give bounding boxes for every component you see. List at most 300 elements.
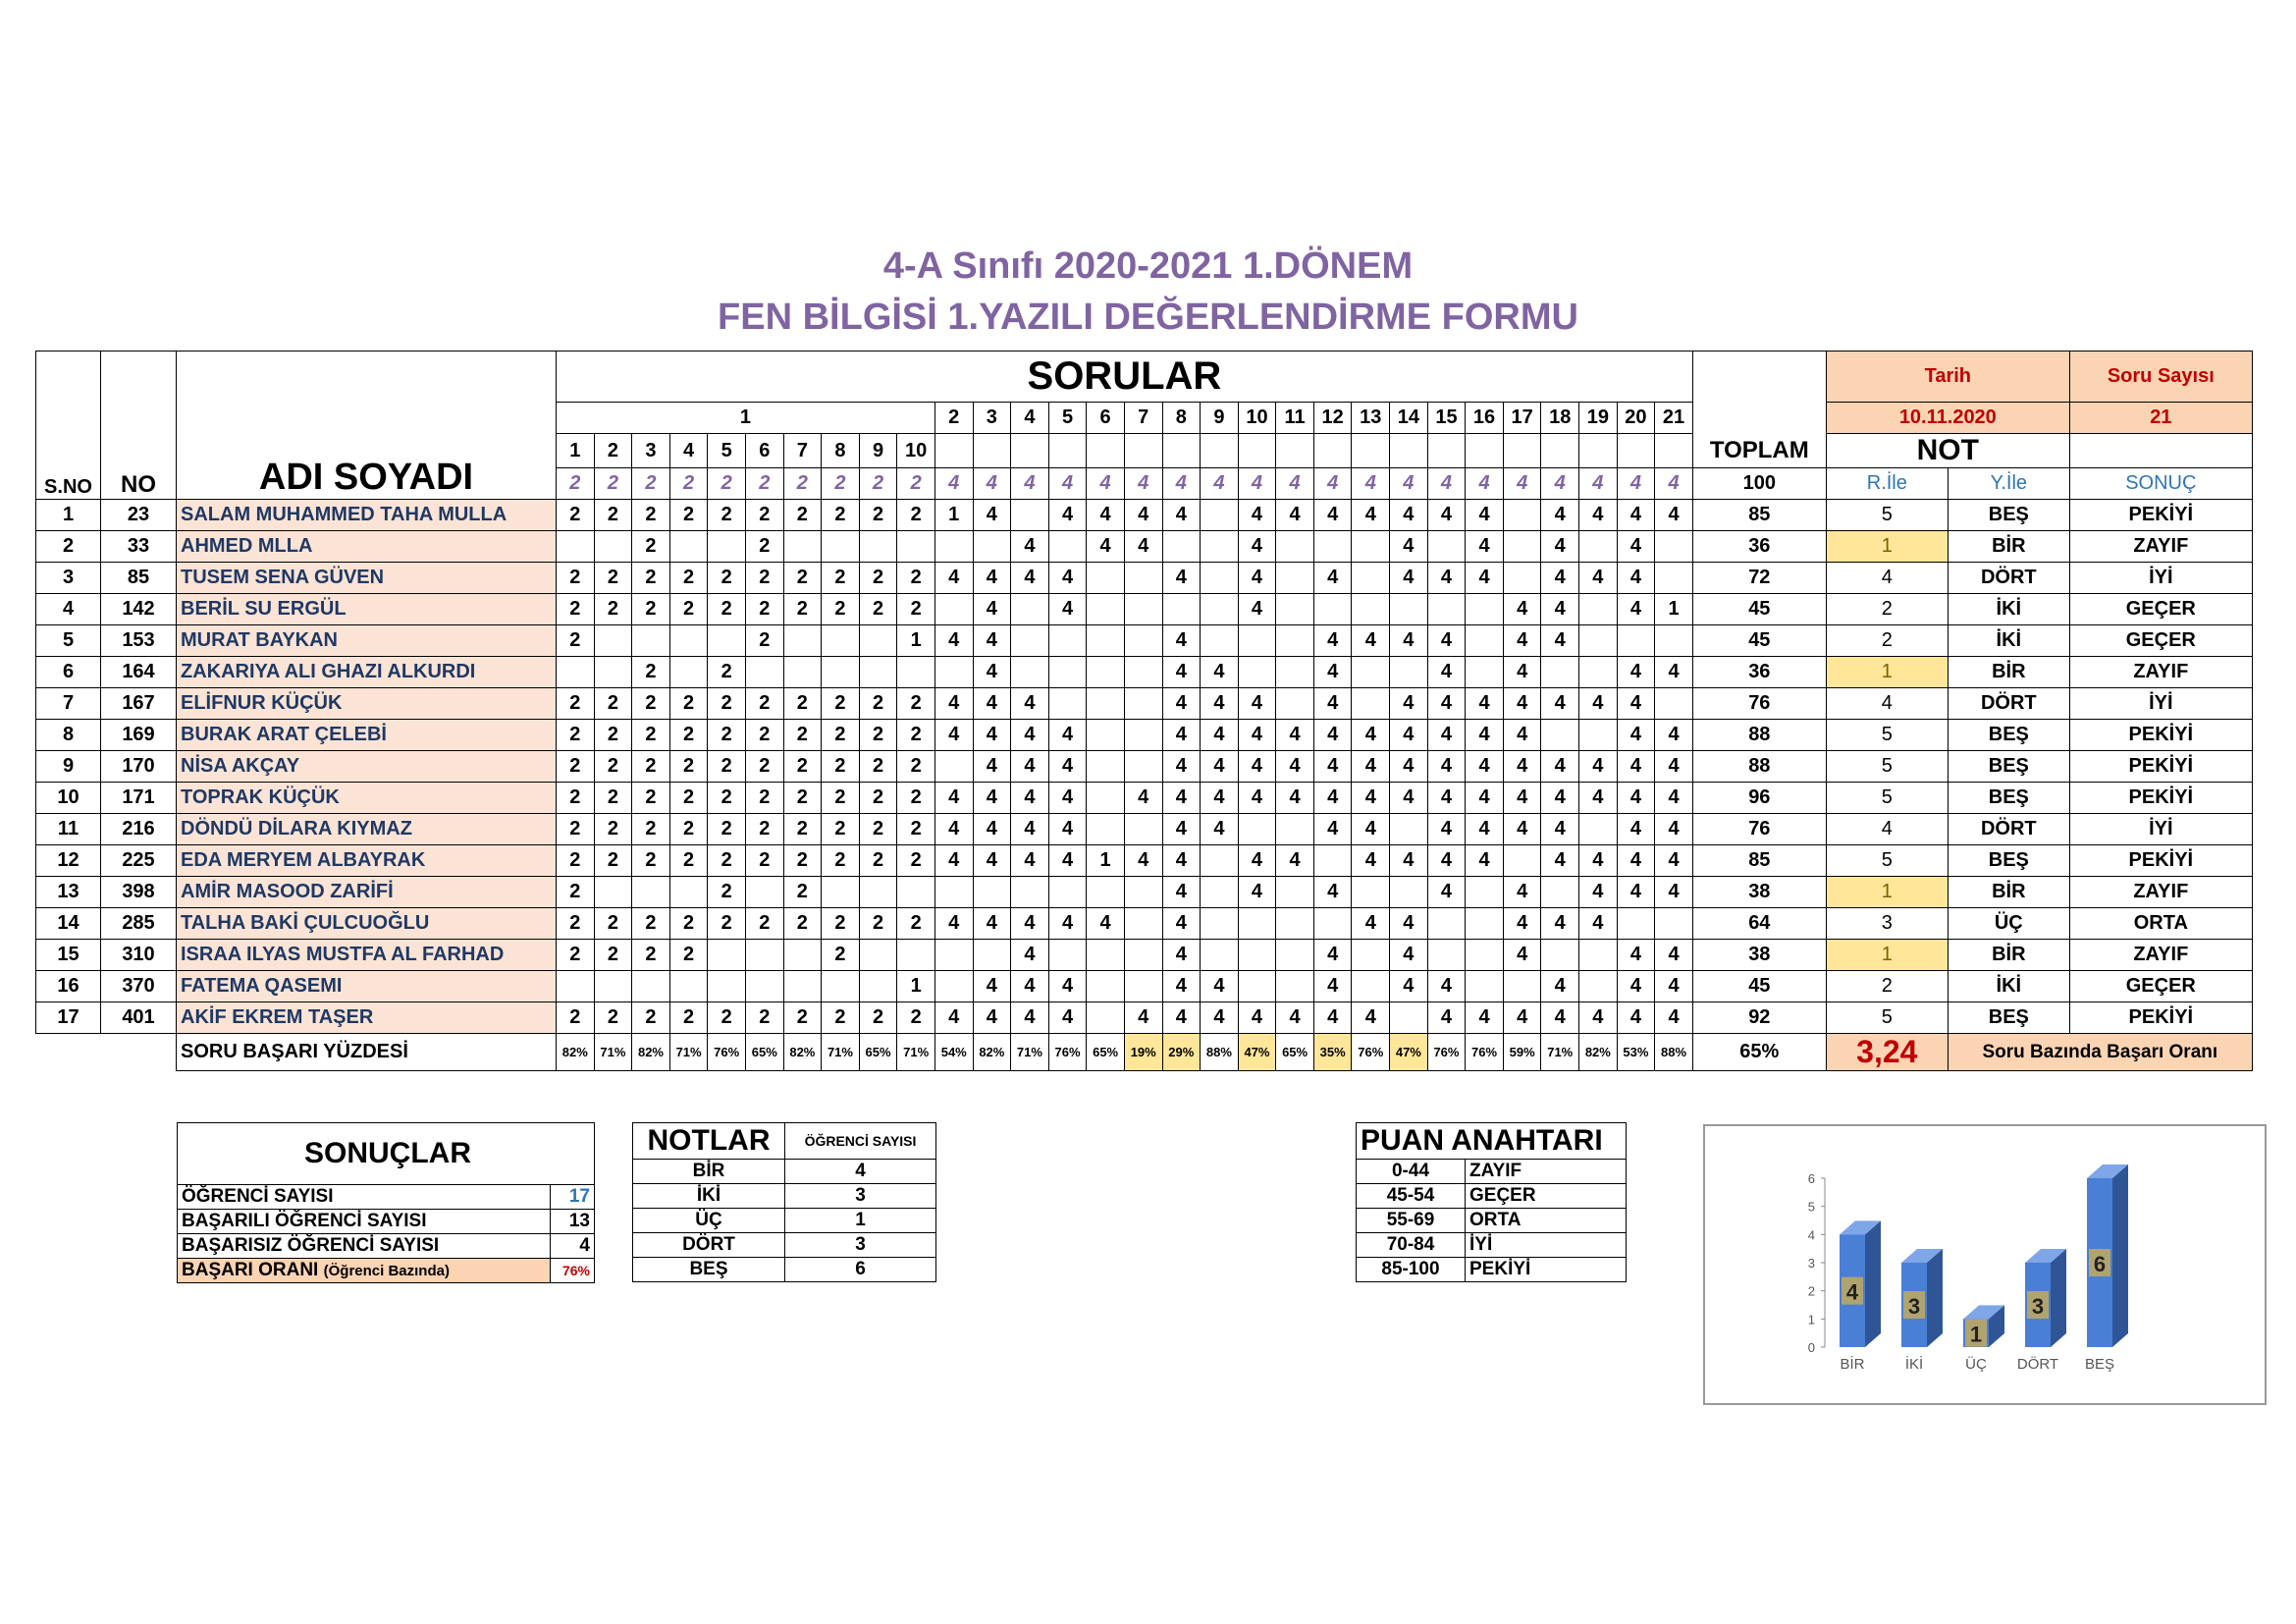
student-no: 169: [101, 720, 177, 751]
score-cell: 4: [1162, 845, 1201, 877]
score-cell: 4: [1238, 688, 1276, 720]
score-cell: [1011, 657, 1049, 688]
student-total: 88: [1692, 751, 1826, 783]
student-y-ile: DÖRT: [1948, 814, 2069, 845]
score-cell: 4: [1541, 971, 1579, 1002]
question-header: 8: [1162, 403, 1201, 434]
score-cell: 4: [1579, 1002, 1618, 1034]
student-r-ile: 1: [1826, 877, 1948, 908]
score-cell: 4: [1238, 1002, 1276, 1034]
score-cell: [1162, 594, 1201, 625]
student-no: 285: [101, 908, 177, 940]
score-cell: 4: [1313, 720, 1352, 751]
score-cell: 2: [708, 845, 746, 877]
notlar-grade: ÜÇ: [633, 1209, 785, 1233]
basarisiz-label: BAŞARISIZ ÖĞRENCİ SAYISI: [178, 1234, 551, 1259]
question-points: 2: [859, 468, 897, 500]
student-r-ile: 2: [1826, 625, 1948, 657]
student-r-ile: 5: [1826, 500, 1948, 531]
puan-label: GEÇER: [1466, 1184, 1627, 1209]
form-title-line1: 4-A Sınıfı 2020-2021 1.DÖNEM: [882, 245, 1414, 287]
puan-row: [1357, 1258, 1627, 1282]
score-cell: [1655, 531, 1693, 563]
score-cell: 2: [594, 563, 632, 594]
student-sno: 8: [36, 720, 101, 751]
soru-sayisi-label: Soru Sayısı: [2069, 352, 2252, 403]
score-cell: [934, 657, 973, 688]
puan-range: 70-84: [1357, 1233, 1466, 1258]
score-cell: [822, 971, 860, 1002]
question-header: 9: [1201, 403, 1239, 434]
question-points: 2: [745, 468, 783, 500]
student-total: 92: [1692, 1002, 1826, 1034]
student-total: 36: [1692, 657, 1826, 688]
score-cell: 4: [1617, 500, 1655, 531]
not-header: NOT: [1826, 434, 2069, 468]
student-name: NİSA AKÇAY: [177, 751, 557, 783]
score-cell: 4: [1162, 625, 1201, 657]
score-cell: [557, 657, 595, 688]
score-cell: 4: [1201, 751, 1239, 783]
student-y-ile: BEŞ: [1948, 783, 2069, 814]
score-cell: 4: [1313, 783, 1352, 814]
score-cell: [1124, 563, 1162, 594]
notlar-grade: BİR: [633, 1160, 785, 1184]
student-total: 38: [1692, 877, 1826, 908]
score-cell: 2: [594, 688, 632, 720]
score-cell: [1276, 971, 1314, 1002]
student-total: 45: [1692, 594, 1826, 625]
score-cell: 2: [669, 688, 708, 720]
score-cell: 2: [632, 814, 670, 845]
student-name: EDA MERYEM ALBAYRAK: [177, 845, 557, 877]
score-cell: 4: [1427, 720, 1466, 751]
score-cell: 4: [1238, 845, 1276, 877]
score-cell: 4: [973, 500, 1011, 531]
notlar-row: [633, 1233, 936, 1258]
score-cell: 2: [632, 500, 670, 531]
blank-cell: [1087, 434, 1125, 468]
student-total: 36: [1692, 531, 1826, 563]
blank-cell: [1579, 434, 1618, 468]
student-row: [36, 908, 2253, 940]
question-percent: 76%: [708, 1034, 746, 1071]
form-title-line2: FEN BİLGİSİ 1.YAZILI DEĞERLENDİRME FORMU: [718, 297, 1578, 338]
score-cell: 4: [1503, 657, 1541, 688]
score-cell: 2: [897, 688, 935, 720]
student-sonuc: PEKİYİ: [2069, 751, 2252, 783]
student-sno: 12: [36, 845, 101, 877]
question-percent: 88%: [1201, 1034, 1239, 1071]
score-cell: 4: [1617, 783, 1655, 814]
score-cell: [632, 625, 670, 657]
score-cell: [1466, 908, 1504, 940]
question-percent: 47%: [1390, 1034, 1428, 1071]
score-cell: 2: [632, 594, 670, 625]
score-cell: 2: [594, 845, 632, 877]
score-cell: 4: [973, 688, 1011, 720]
score-cell: 2: [822, 594, 860, 625]
score-cell: 4: [1238, 531, 1276, 563]
score-cell: 4: [1162, 751, 1201, 783]
toplam-points: 100: [1692, 468, 1826, 500]
score-cell: 4: [1466, 500, 1504, 531]
score-cell: [1124, 751, 1162, 783]
student-total: 88: [1692, 720, 1826, 751]
score-cell: [783, 531, 822, 563]
score-cell: 4: [1162, 814, 1201, 845]
score-cell: [1390, 814, 1428, 845]
basari-orani-label: [178, 1259, 551, 1283]
score-cell: 4: [1048, 845, 1087, 877]
blank-cell: [1162, 434, 1201, 468]
student-no: 153: [101, 625, 177, 657]
score-cell: [1087, 751, 1125, 783]
score-cell: [1124, 940, 1162, 971]
y-tick-label: 2: [1807, 1283, 1815, 1299]
question-points: 2: [783, 468, 822, 500]
score-cell: 2: [632, 657, 670, 688]
question-percent: 82%: [557, 1034, 595, 1071]
score-cell: 4: [1124, 531, 1162, 563]
basari-orani-sub: (Öğrenci Bazında): [323, 1263, 450, 1279]
score-cell: 2: [594, 783, 632, 814]
score-cell: [1466, 971, 1504, 1002]
student-r-ile: 4: [1826, 814, 1948, 845]
score-cell: [1276, 594, 1314, 625]
notlar-grade: BEŞ: [633, 1258, 785, 1282]
student-no: 167: [101, 688, 177, 720]
score-cell: 4: [1427, 1002, 1466, 1034]
score-cell: 4: [1011, 1002, 1049, 1034]
score-cell: 4: [1352, 751, 1390, 783]
score-cell: 2: [745, 845, 783, 877]
question-percent: 19%: [1124, 1034, 1162, 1071]
score-cell: [1087, 877, 1125, 908]
y-tick-label: 0: [1807, 1340, 1815, 1355]
score-cell: 1: [897, 625, 935, 657]
question-points: 4: [1124, 468, 1162, 500]
score-cell: 4: [1390, 971, 1428, 1002]
score-cell: 4: [1162, 971, 1201, 1002]
score-cell: [859, 625, 897, 657]
student-row: [36, 720, 2253, 751]
notlar-count: 6: [785, 1258, 936, 1282]
score-cell: [1124, 688, 1162, 720]
student-sno: 16: [36, 971, 101, 1002]
score-cell: 2: [557, 751, 595, 783]
score-cell: [1503, 845, 1541, 877]
student-row: [36, 877, 2253, 908]
score-cell: 4: [1313, 563, 1352, 594]
score-cell: 4: [1427, 877, 1466, 908]
score-cell: [897, 940, 935, 971]
score-cell: [594, 971, 632, 1002]
student-sno: 11: [36, 814, 101, 845]
score-cell: [1011, 877, 1049, 908]
student-sonuc: PEKİYİ: [2069, 500, 2252, 531]
score-cell: 4: [1011, 971, 1049, 1002]
question-header: 4: [1011, 403, 1049, 434]
score-cell: 4: [1427, 845, 1466, 877]
score-cell: 4: [1579, 877, 1618, 908]
score-cell: [1579, 940, 1618, 971]
student-r-ile: 5: [1826, 751, 1948, 783]
score-cell: 4: [1617, 657, 1655, 688]
score-cell: 4: [1162, 940, 1201, 971]
x-tick-label: BEŞ: [2084, 1356, 2115, 1373]
score-cell: 4: [1011, 531, 1049, 563]
puan-label: ZAYIF: [1466, 1160, 1627, 1184]
score-cell: 4: [1427, 751, 1466, 783]
score-cell: 4: [1162, 877, 1201, 908]
blank-cell: [2069, 434, 2252, 468]
student-name: FATEMA QASEMI: [177, 971, 557, 1002]
score-cell: [669, 971, 708, 1002]
toplam-header: TOPLAM: [1692, 434, 1826, 468]
student-no: 33: [101, 531, 177, 563]
student-sonuc: ZAYIF: [2069, 940, 2252, 971]
score-cell: [1201, 877, 1239, 908]
score-cell: 2: [669, 940, 708, 971]
score-cell: 4: [1427, 971, 1466, 1002]
student-name: TALHA BAKİ ÇULCUOĞLU: [177, 908, 557, 940]
score-cell: [669, 657, 708, 688]
score-cell: 4: [1541, 688, 1579, 720]
question-points: 4: [1313, 468, 1352, 500]
question-percent: 88%: [1655, 1034, 1693, 1071]
score-cell: 4: [1313, 657, 1352, 688]
score-cell: 4: [1201, 688, 1239, 720]
score-cell: [1313, 845, 1352, 877]
score-cell: [822, 531, 860, 563]
question-points: 4: [1201, 468, 1239, 500]
score-cell: 2: [594, 1002, 632, 1034]
score-cell: 4: [1313, 500, 1352, 531]
student-row: [36, 1002, 2253, 1034]
score-cell: [1466, 625, 1504, 657]
student-sonuc: PEKİYİ: [2069, 845, 2252, 877]
score-cell: 4: [934, 563, 973, 594]
bar-value-label: 6: [2093, 1252, 2107, 1276]
score-cell: [1276, 940, 1314, 971]
score-cell: [708, 971, 746, 1002]
score-cell: [1313, 531, 1352, 563]
blank-cell: [36, 1034, 177, 1071]
puan-range: 85-100: [1357, 1258, 1466, 1282]
score-cell: [934, 971, 973, 1002]
student-row: [36, 751, 2253, 783]
student-no: 170: [101, 751, 177, 783]
score-cell: [1352, 971, 1390, 1002]
score-cell: [1011, 625, 1049, 657]
score-cell: [822, 625, 860, 657]
puan-range: 0-44: [1357, 1160, 1466, 1184]
score-cell: [1390, 594, 1428, 625]
score-cell: [1276, 908, 1314, 940]
blank-cell: [934, 434, 973, 468]
question-points: 2: [669, 468, 708, 500]
score-cell: [1541, 657, 1579, 688]
student-y-ile: İKİ: [1948, 971, 2069, 1002]
student-name: ELİFNUR KÜÇÜK: [177, 688, 557, 720]
score-cell: 4: [1390, 563, 1428, 594]
student-no: 310: [101, 940, 177, 971]
score-cell: 2: [897, 814, 935, 845]
puan-row: [1357, 1184, 1627, 1209]
score-cell: 4: [934, 814, 973, 845]
student-total: 45: [1692, 971, 1826, 1002]
score-cell: 4: [1048, 783, 1087, 814]
score-cell: 4: [973, 783, 1011, 814]
score-cell: 4: [1313, 1002, 1352, 1034]
student-r-ile: 5: [1826, 845, 1948, 877]
score-cell: 4: [1617, 594, 1655, 625]
score-cell: 4: [1124, 783, 1162, 814]
puan-range: 55-69: [1357, 1209, 1466, 1233]
score-cell: [1617, 908, 1655, 940]
score-cell: 2: [708, 594, 746, 625]
score-cell: [594, 657, 632, 688]
question-points: 4: [1087, 468, 1125, 500]
y-tick-label: 4: [1807, 1227, 1815, 1243]
student-total: 72: [1692, 563, 1826, 594]
student-sonuc: GEÇER: [2069, 971, 2252, 1002]
question-header: 3: [973, 403, 1011, 434]
score-cell: [783, 625, 822, 657]
score-cell: 4: [1162, 657, 1201, 688]
question-group-1: 1: [557, 403, 935, 434]
score-cell: 4: [1162, 1002, 1201, 1034]
score-cell: 4: [1503, 908, 1541, 940]
score-cell: [897, 531, 935, 563]
score-cell: 2: [745, 720, 783, 751]
score-cell: [1579, 814, 1618, 845]
score-cell: 4: [1238, 720, 1276, 751]
student-sno: 5: [36, 625, 101, 657]
question-points: 4: [1541, 468, 1579, 500]
score-cell: 4: [1541, 783, 1579, 814]
score-cell: [1276, 563, 1314, 594]
student-sno: 14: [36, 908, 101, 940]
score-cell: 2: [745, 500, 783, 531]
score-cell: 4: [934, 783, 973, 814]
score-cell: [1617, 625, 1655, 657]
score-cell: 2: [557, 845, 595, 877]
score-cell: [1579, 625, 1618, 657]
score-cell: 2: [632, 688, 670, 720]
student-r-ile: 5: [1826, 720, 1948, 751]
score-cell: 2: [783, 688, 822, 720]
score-cell: 2: [822, 908, 860, 940]
student-sonuc: İYİ: [2069, 814, 2252, 845]
score-cell: [1124, 594, 1162, 625]
score-cell: 4: [1390, 908, 1428, 940]
blank-cell: [973, 434, 1011, 468]
question-header: 2: [934, 403, 973, 434]
score-cell: [669, 877, 708, 908]
score-cell: [973, 940, 1011, 971]
bar-value-label: 1: [1969, 1322, 1983, 1347]
question-points: 2: [632, 468, 670, 500]
x-tick-label: İKİ: [1904, 1356, 1924, 1373]
score-cell: 4: [1352, 500, 1390, 531]
student-y-ile: ÜÇ: [1948, 908, 2069, 940]
ogrenci-sayisi-value: 17: [551, 1185, 595, 1210]
question-percent: 76%: [1048, 1034, 1087, 1071]
question-percent: 82%: [632, 1034, 670, 1071]
notlar-row: [633, 1258, 936, 1282]
score-cell: 2: [897, 751, 935, 783]
score-cell: 2: [783, 751, 822, 783]
question-header: 5: [1048, 403, 1087, 434]
score-cell: 4: [1238, 877, 1276, 908]
score-cell: [1201, 500, 1239, 531]
student-total: 64: [1692, 908, 1826, 940]
score-cell: 2: [669, 783, 708, 814]
score-cell: 4: [1655, 783, 1693, 814]
blank-cell: [1048, 434, 1087, 468]
score-cell: 4: [1390, 783, 1428, 814]
question-points: 4: [1503, 468, 1541, 500]
student-no: 85: [101, 563, 177, 594]
score-cell: 2: [708, 1002, 746, 1034]
subquestion-header: 5: [708, 434, 746, 468]
score-cell: 2: [669, 720, 708, 751]
student-y-ile: BİR: [1948, 940, 2069, 971]
score-cell: 4: [1048, 971, 1087, 1002]
score-cell: [1503, 971, 1541, 1002]
question-percent: 65%: [1276, 1034, 1314, 1071]
toplam-percent: 65%: [1692, 1034, 1826, 1071]
score-cell: [1087, 625, 1125, 657]
score-cell: [1352, 657, 1390, 688]
score-cell: 2: [822, 1002, 860, 1034]
adi-soyadi-header: ADI SOYADI: [177, 352, 557, 500]
score-cell: 2: [708, 500, 746, 531]
score-cell: 2: [594, 594, 632, 625]
question-percent: 59%: [1503, 1034, 1541, 1071]
student-sonuc: PEKİYİ: [2069, 720, 2252, 751]
student-y-ile: BEŞ: [1948, 720, 2069, 751]
score-cell: [1048, 688, 1087, 720]
score-cell: 2: [632, 720, 670, 751]
score-cell: 2: [822, 688, 860, 720]
score-cell: 2: [708, 720, 746, 751]
score-cell: 2: [557, 625, 595, 657]
score-cell: 4: [1466, 783, 1504, 814]
question-percent: 76%: [1466, 1034, 1504, 1071]
student-row: [36, 688, 2253, 720]
score-cell: 2: [745, 783, 783, 814]
score-cell: 2: [859, 845, 897, 877]
blank-cell: [1655, 434, 1693, 468]
bar-value-label: 3: [1907, 1294, 1921, 1319]
score-cell: 4: [973, 971, 1011, 1002]
score-cell: 4: [1352, 1002, 1390, 1034]
score-cell: 4: [1162, 908, 1201, 940]
student-name: AHMED MLLA: [177, 531, 557, 563]
question-points: 4: [1011, 468, 1049, 500]
score-cell: 2: [557, 594, 595, 625]
score-cell: 4: [1276, 783, 1314, 814]
score-cell: 4: [1011, 720, 1049, 751]
notlar-subtitle: ÖĞRENCİ SAYISI: [785, 1123, 936, 1160]
blank-cell: [1313, 434, 1352, 468]
puan-row: [1357, 1209, 1627, 1233]
y-tick-label: 1: [1807, 1312, 1815, 1327]
score-cell: [1352, 594, 1390, 625]
